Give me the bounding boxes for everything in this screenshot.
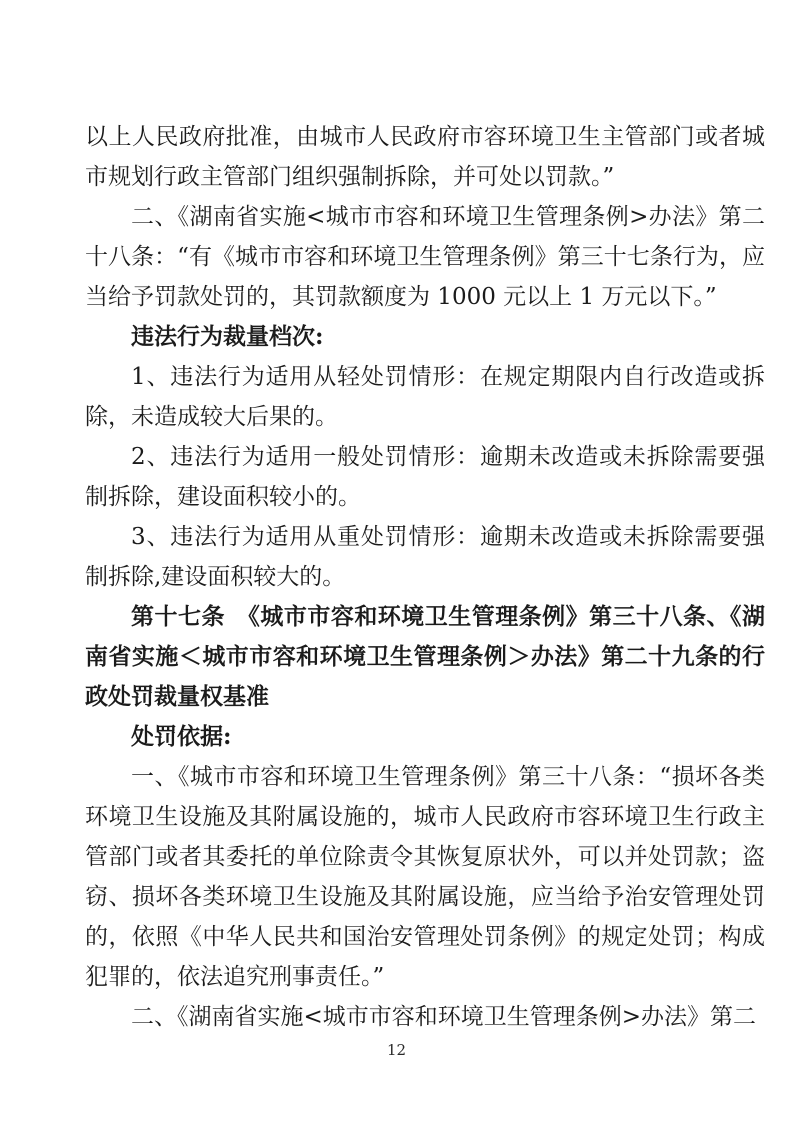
page-number: 12 xyxy=(386,1041,407,1059)
document-body xyxy=(85,117,765,1037)
heading-penalty-basis: 处罚依据: xyxy=(131,723,232,750)
paragraph-basis-item-2-cutoff: 二、《湖南省实施<城市市容和环境卫生管理条例>办法》第二 xyxy=(131,1004,757,1030)
paragraph-level-3: 3、违法行为适用从重处罚情形：逾期未改造或未拆除需要强制拆除,建设面积较大的。 xyxy=(85,524,765,590)
heading-discretion-levels: 违法行为裁量档次: xyxy=(131,323,324,350)
paragraph-level-2: 2、违法行为适用一般处罚情形：逾期未改造或未拆除需要强制拆除，建设面积较小的。 xyxy=(85,444,765,510)
paragraph-basis-item-1: 一、《城市市容和环境卫生管理条例》第三十八条：“损坏各类环境卫生设施及其附属设施的，城市人民政府市容环境卫生行政主管部门或者其委托的单位除责令其恢复原状外，可以并处罚款；盗窃、损坏各类环境卫生设施及其附属设施，应当给予治安管理处罚的，依照《中华人民共和国治安管理处罚条例》的规定处罚；构成犯罪的，依法追究刑事责任。” xyxy=(85,764,765,990)
heading-article-17: 第十七条 《城市市容和环境卫生管理条例》第三十八条、《湖南省实施＜城市市容和环境卫生管理条例＞办法》第二十九条的行政处罚裁量权基准 xyxy=(85,603,765,710)
paragraph-continuation: 以上人民政府批准，由城市人民政府市容环境卫生主管部门或者城市规划行政主管部门组织强制拆除，并可处以罚款。” xyxy=(85,124,765,190)
paragraph-basis-item-2: 二、《湖南省实施<城市市容和环境卫生管理条例>办法》第二十八条：“有《城市市容和环境卫生管理条例》第三十七条行为，应当给予罚款处罚的，其罚款额度为 1000 元以上 1 万元以下。” xyxy=(85,204,765,310)
paragraph-level-1: 1、违法行为适用从轻处罚情形：在规定期限内自行改造或拆除，未造成较大后果的。 xyxy=(85,364,765,430)
